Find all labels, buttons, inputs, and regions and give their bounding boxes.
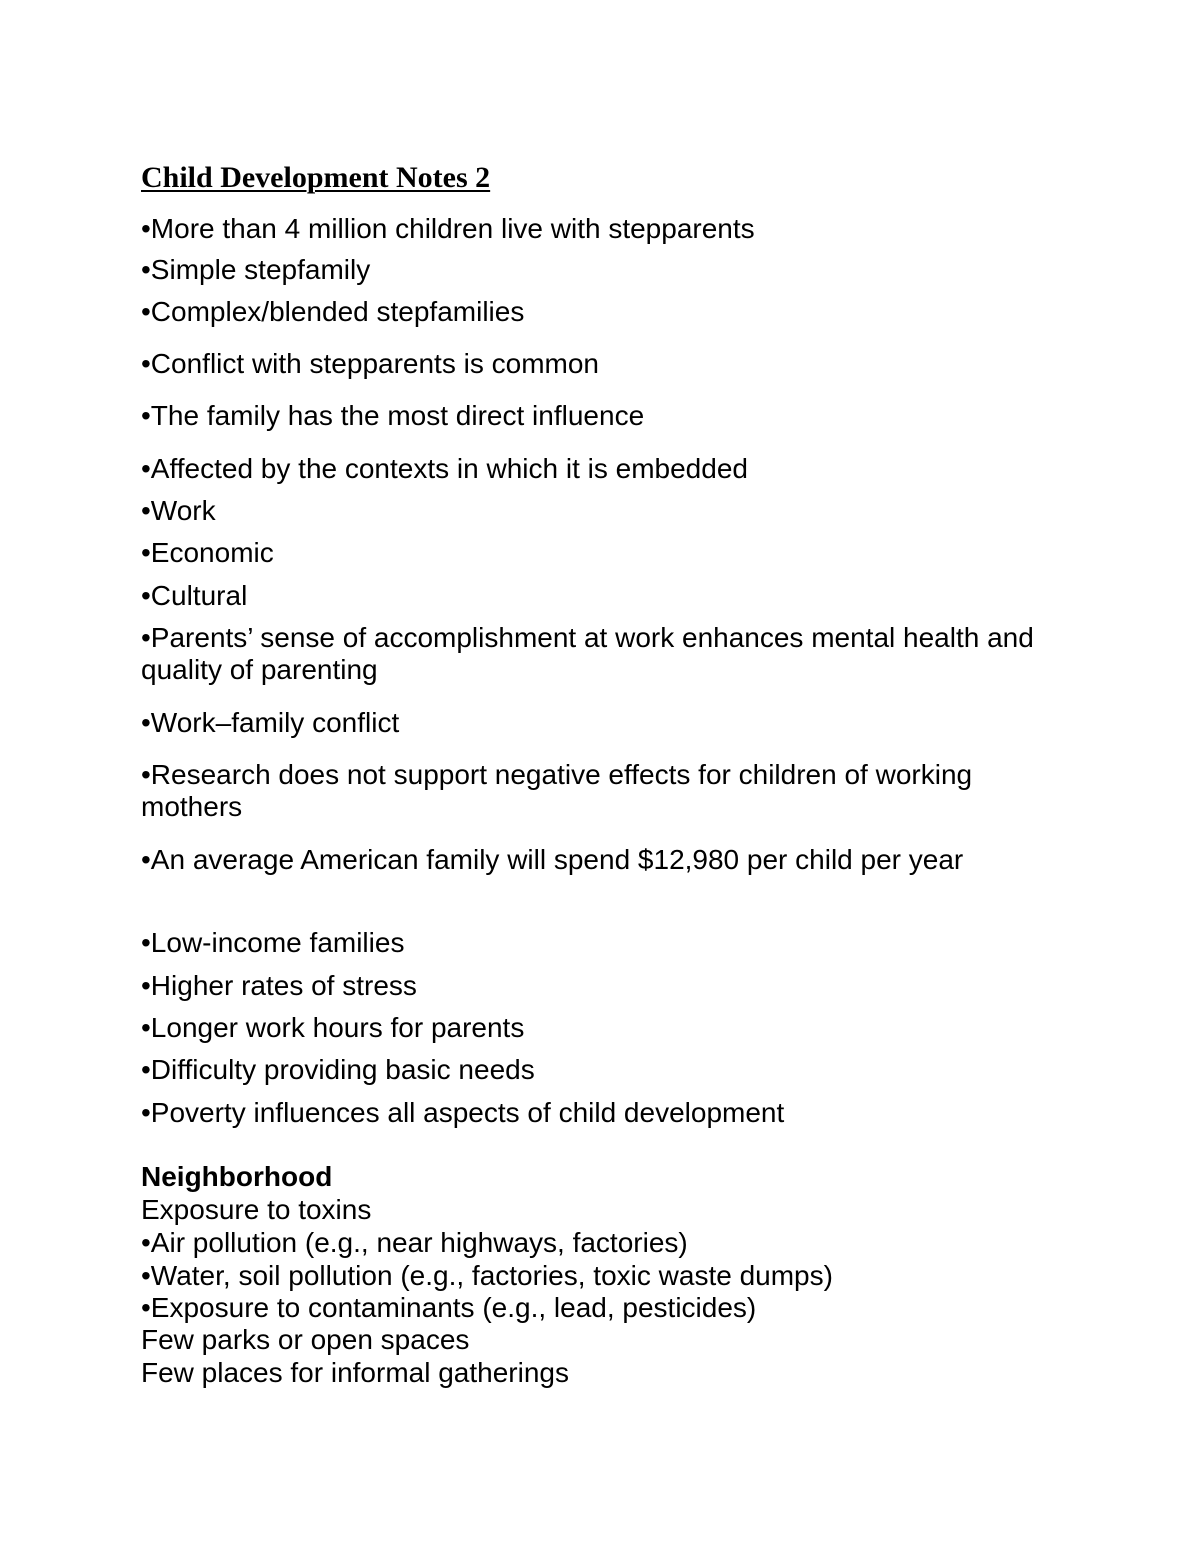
bullet-item: •Cultural bbox=[141, 580, 248, 611]
bullet-item: •Poverty influences all aspects of child development bbox=[141, 1097, 785, 1128]
neighborhood-line: •Air pollution (e.g., near highways, factories) bbox=[141, 1227, 688, 1258]
bullet-item: •Higher rates of stress bbox=[141, 970, 417, 1001]
section-heading-neighborhood: Neighborhood bbox=[141, 1161, 333, 1192]
bullet-item: •Parents’ sense of accomplishment at work enhances mental health and quality of parenting bbox=[141, 622, 1034, 685]
bullet-item: •Economic bbox=[141, 537, 274, 568]
bullet-item: •Work–family conflict bbox=[141, 707, 400, 738]
neighborhood-line: Few parks or open spaces bbox=[141, 1324, 470, 1355]
bullet-item: •Longer work hours for parents bbox=[141, 1012, 525, 1043]
bullet-item: •Complex/blended stepfamilies bbox=[141, 296, 525, 327]
neighborhood-line: Few places for informal gatherings bbox=[141, 1357, 569, 1388]
bullet-item: •More than 4 million children live with stepparents bbox=[141, 213, 755, 244]
bullet-item: •Affected by the contexts in which it is embedded bbox=[141, 453, 748, 484]
bullet-item: •Low-income families bbox=[141, 927, 405, 958]
neighborhood-line: •Water, soil pollution (e.g., factories, toxic waste dumps) bbox=[141, 1260, 833, 1291]
bullet-item: •Work bbox=[141, 495, 216, 526]
bullet-item: •Conflict with stepparents is common bbox=[141, 348, 599, 379]
bullet-item: •Difficulty providing basic needs bbox=[141, 1054, 535, 1085]
bullet-item: •An average American family will spend $12,980 per child per year bbox=[141, 844, 964, 875]
bullet-item: •The family has the most direct influence bbox=[141, 400, 645, 431]
bullet-item: •Research does not support negative effects for children of working mothers bbox=[141, 759, 973, 822]
bullet-item: •Simple stepfamily bbox=[141, 254, 371, 285]
neighborhood-line: Exposure to toxins bbox=[141, 1194, 372, 1225]
neighborhood-line: •Exposure to contaminants (e.g., lead, pesticides) bbox=[141, 1292, 757, 1323]
document-title: Child Development Notes 2 bbox=[141, 161, 491, 194]
